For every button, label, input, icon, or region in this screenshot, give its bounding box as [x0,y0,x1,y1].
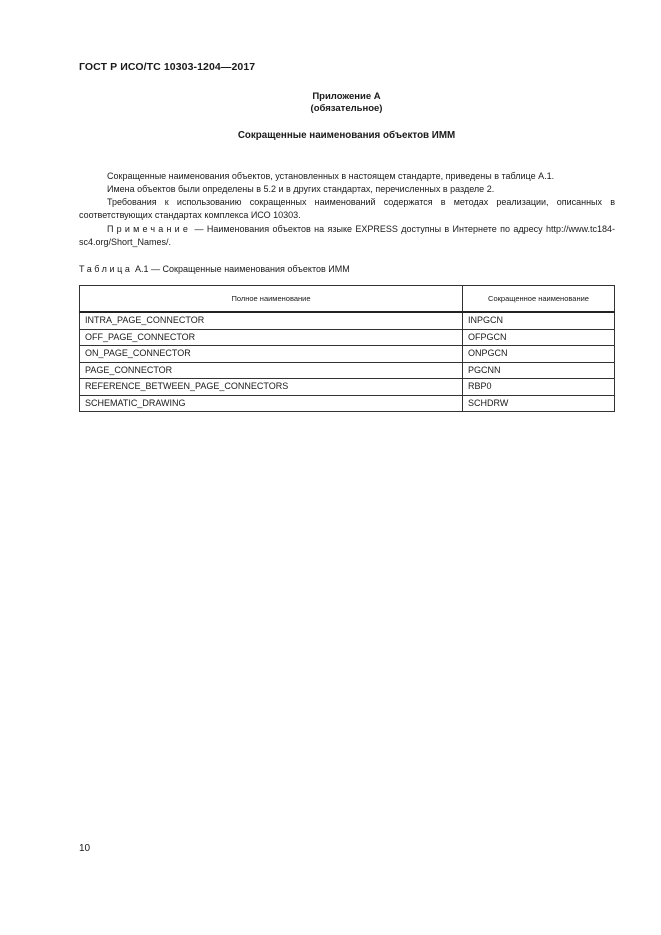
short-name-cell: OFPGCN [463,329,615,346]
short-name-cell: RBP0 [463,379,615,396]
paragraph-3: Требования к использованию сокращенных наименований содержатся в методах реализации, описанных в соответствующих стандартах комплекса ИСО 10303. [79,197,615,220]
table-row [80,329,615,346]
full-name-cell: OFF_PAGE_CONNECTOR [80,329,463,346]
table-caption [79,264,350,274]
note [79,223,615,249]
full-name-cell: REFERENCE_BETWEEN_PAGE_CONNECTORS [80,379,463,396]
abbreviations-table [79,285,615,412]
standard-header: ГОСТ Р ИСО/ТС 10303-1204—2017 [79,61,256,73]
table-row [80,346,615,363]
header-short-name: Сокращенное наименование [463,286,615,313]
table-caption-label: Таблица [79,264,133,274]
section-title: Сокращенные наименования объектов ИММ [237,130,456,141]
note-label: Примечание [107,224,192,234]
short-name-cell: ONPGCN [463,346,615,363]
table-header-row [80,286,615,313]
paragraph-1: Сокращенные наименования объектов, установленных в настоящем стандарте, приведены в таблице А.1. [107,171,555,181]
table-row [80,395,615,412]
short-name-cell: INPGCN [463,312,615,329]
header-full-name: Полное наименование [80,286,463,313]
full-name-cell: PAGE_CONNECTOR [80,362,463,379]
short-name-cell: SCHDRW [463,395,615,412]
paragraph-2: Имена объектов были определены в 5.2 и в других стандартах, перечисленных в разделе 2. [107,184,495,194]
short-name-cell: PGCNN [463,362,615,379]
full-name-cell: SCHEMATIC_DRAWING [80,395,463,412]
note-text: — Наименования объектов на языке EXPRESS доступны в Интернете по адресу http://www.tc184-sc4.org/Short_Names/. [79,224,615,247]
table-caption-text: А.1 — Сокращенные наименования объектов ИММ [132,264,350,274]
table-row [80,362,615,379]
appendix-title: Приложение А [312,91,381,102]
full-name-cell: INTRA_PAGE_CONNECTOR [80,312,463,329]
table-row [80,379,615,396]
page-number: 10 [79,843,91,854]
table-row [80,312,615,329]
appendix-status: (обязательное) [310,103,383,114]
full-name-cell: ON_PAGE_CONNECTOR [80,346,463,363]
